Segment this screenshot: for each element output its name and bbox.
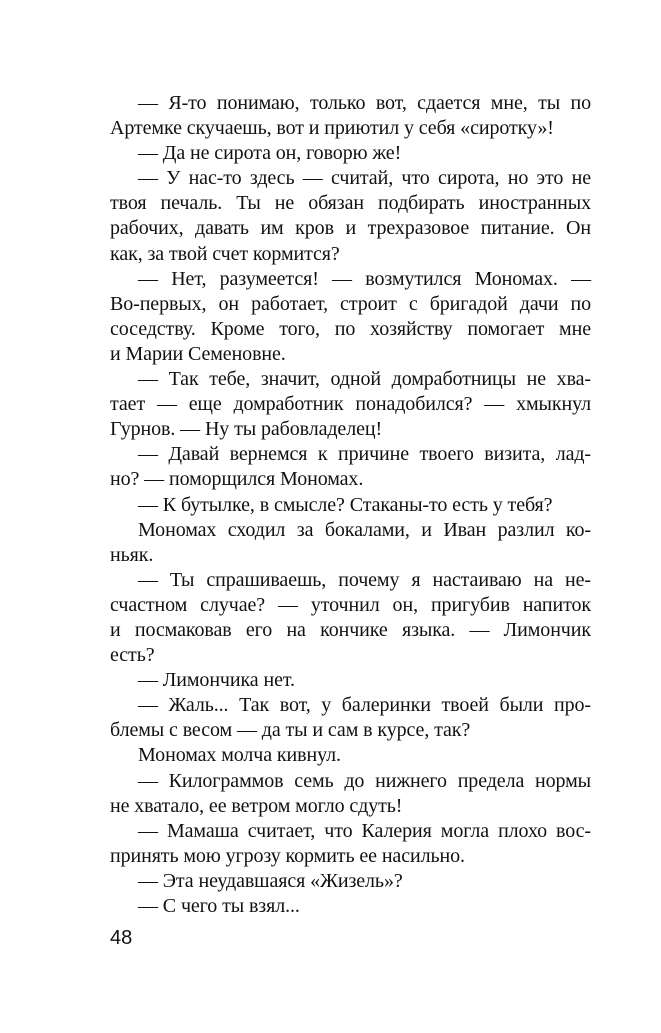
text-line: Гурнов. — Ну ты рабовладелец! bbox=[110, 418, 383, 441]
text-line: — К бутылке, в смысле? Стаканы-то есть у тебя? bbox=[138, 493, 553, 516]
text-line: твоя печаль. Ты не обязан подбирать иностранных bbox=[110, 192, 591, 215]
text-line: — Мамаша считает, что Калерия могла плохо вос- bbox=[138, 819, 591, 842]
text-line: блемы с весом — да ты и сам в курсе, так? bbox=[110, 719, 471, 742]
text-line: ньяк. bbox=[110, 543, 154, 566]
text-line: Во-первых, он работает, строит с бригадой дачи по bbox=[110, 292, 591, 315]
text-line: Мономах молча кивнул. bbox=[138, 744, 341, 767]
text-line: — Эта неудавшаяся «Жизель»? bbox=[138, 869, 403, 892]
text-line: — Лимончика нет. bbox=[138, 669, 295, 692]
text-line: — Давай вернемся к причине твоего визита, лад- bbox=[138, 443, 591, 466]
text-line: не хватало, ее ветром могло сдуть! bbox=[110, 794, 403, 817]
text-line: рабочих, давать им кров и трехразовое питание. Он bbox=[110, 217, 591, 240]
text-line: соседству. Кроме того, по хозяйству помогает мне bbox=[110, 317, 591, 340]
text-line: — Я-то понимаю, только вот, сдается мне, ты по bbox=[138, 92, 591, 114]
text-line: но? — поморщился Мономах. bbox=[110, 468, 364, 491]
text-line: — Жаль... Так вот, у балеринки твоей были про- bbox=[138, 694, 591, 717]
text-line: есть? bbox=[110, 644, 155, 667]
text-line: и Марии Семеновне. bbox=[110, 342, 286, 365]
text-line: — У нас-то здесь — считай, что сирота, но это не bbox=[138, 167, 591, 190]
text-line: — Нет, разумеется! — возмутился Мономах. — bbox=[138, 267, 591, 290]
text-line: — Ты спрашиваешь, почему я настаиваю на не- bbox=[138, 568, 591, 591]
text-line: — Да не сирота он, говорю же! bbox=[138, 142, 402, 165]
text-line: как, за твой счет кормится? bbox=[110, 242, 340, 265]
page-number: 48 bbox=[110, 927, 133, 949]
text-line: Мономах сходил за бокалами, и Иван разлил ко- bbox=[138, 518, 591, 541]
text-line: — Так тебе, значит, одной домработницы не хва- bbox=[138, 368, 591, 391]
text-line: счастном случае? — уточнил он, пригубив напиток bbox=[110, 593, 591, 616]
text-line: и посмаковав его на кончике языка. — Лимончик bbox=[110, 618, 591, 641]
text-line: Артемке скучаешь, вот и приютил у себя «сиротку»! bbox=[110, 117, 554, 140]
text-line: тает — еще домработник понадобился? — хмыкнул bbox=[110, 393, 591, 416]
text-line: принять мою угрозу кормить ее насильно. bbox=[110, 844, 465, 867]
body-text bbox=[110, 91, 591, 919]
text-line: — Килограммов семь до нижнего предела нормы bbox=[138, 769, 591, 792]
text-line: — С чего ты взял... bbox=[138, 895, 300, 917]
